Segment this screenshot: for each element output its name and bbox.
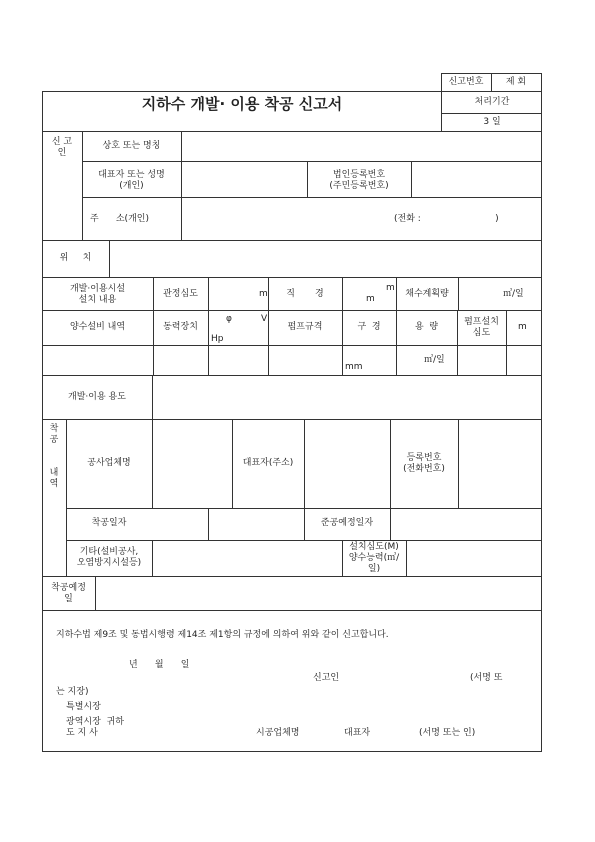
table-rule-line	[42, 310, 542, 311]
voltage-symbol: V	[261, 314, 268, 324]
capacity-unit: ㎥/일	[424, 355, 445, 365]
completion-date-label: 준공예정일자	[320, 518, 374, 528]
usage-field[interactable]	[155, 379, 539, 416]
table-rule-line	[42, 610, 542, 611]
table-rule-line	[42, 375, 542, 376]
well-depth-label: 관정심도	[163, 289, 198, 299]
table-rule-line	[458, 419, 459, 508]
address-field[interactable]	[184, 202, 384, 236]
table-rule-line	[95, 576, 96, 610]
planned-intake-label: 채수계획량	[405, 289, 449, 299]
well-depth-unit: m	[259, 289, 268, 299]
business-name-field[interactable]	[184, 136, 539, 158]
corp-reg-number-label: 법인등록번호 (주민등록번호)	[329, 170, 389, 191]
table-rule-line	[82, 161, 542, 162]
completion-date-field[interactable]	[393, 512, 539, 537]
capacity-label: 용 량	[414, 322, 439, 332]
table-rule-line	[411, 161, 412, 197]
table-rule-line	[458, 277, 459, 310]
table-rule-line	[396, 310, 397, 375]
contractor-name-field[interactable]	[155, 423, 229, 505]
horsepower-unit: Hp	[211, 334, 224, 344]
table-rule-line	[42, 419, 542, 420]
contractor-sign-label: 시공업체명	[256, 728, 300, 738]
facility-content-label: 개발·이용시설 설치 내용	[69, 284, 126, 305]
pumping-equipment-label: 양수설비 내역	[69, 322, 126, 332]
diameter-unit-bottom: m	[366, 294, 375, 304]
table-rule-line	[390, 508, 391, 541]
pump-spec-label: 펌프규격	[287, 322, 323, 332]
table-rule-line	[42, 240, 542, 241]
report-number-field[interactable]: 제 회	[505, 77, 527, 87]
location-field[interactable]	[112, 244, 539, 274]
other-work-field[interactable]	[155, 544, 339, 573]
table-rule-line	[304, 419, 305, 508]
declaration-statement: 지하수법 제9조 및 동법시행령 제14조 제1항의 규정에 의하여 위와 같이 신고합니다.	[56, 630, 389, 640]
scheduled-start-label: 착공예정 일	[51, 583, 86, 604]
construction-section-label: 착 공 내 역	[49, 424, 59, 489]
table-rule-line	[506, 310, 507, 375]
processing-period-value: 3 일	[483, 117, 501, 127]
table-rule-line	[442, 113, 542, 114]
pump-depth-unit: m	[518, 322, 527, 332]
table-rule-line	[42, 277, 542, 278]
table-rule-line	[42, 345, 542, 346]
install-depth-field[interactable]	[409, 544, 539, 573]
processing-period-label: 처리기간	[474, 97, 510, 107]
address-label: 주 소(개인)	[90, 214, 149, 224]
location-label: 위 치	[59, 253, 92, 263]
other-work-label: 기타(설비공사, 오염방지시설등)	[76, 547, 142, 568]
table-rule-line	[208, 508, 209, 541]
diameter-label: 직 경	[286, 289, 324, 299]
phone-label: (전화 : )	[394, 214, 499, 224]
table-rule-line	[152, 540, 153, 576]
table-rule-line	[42, 91, 43, 752]
declarant-label: 신고인	[313, 673, 340, 683]
power-unit-label: 동력장치	[163, 322, 198, 332]
table-rule-line	[152, 419, 153, 508]
usage-label: 개발·이용 용도	[68, 392, 126, 402]
representative-address-field[interactable]	[307, 423, 387, 505]
recipient-special-city: 특별시장	[66, 702, 101, 712]
table-rule-line	[181, 131, 182, 240]
bore-label: 구 경	[357, 322, 381, 332]
start-date-field[interactable]	[211, 512, 301, 537]
bore-unit-mm: mm	[345, 362, 363, 372]
install-depth-label: 설치심도(M) 양수능력(㎥/ 일)	[348, 542, 400, 574]
table-rule-line	[66, 540, 542, 541]
contractor-name-label: 공사업체명	[87, 458, 131, 468]
table-rule-line	[441, 73, 542, 74]
registration-number-field[interactable]	[461, 423, 539, 505]
report-number-label: 신고번호	[448, 77, 484, 87]
table-rule-line	[541, 73, 542, 752]
business-name-label: 상호 또는 명칭	[102, 141, 161, 151]
date-line: 년 월 일	[129, 660, 190, 670]
start-date-label: 착공일자	[91, 518, 127, 528]
applicant-section-label: 신 고 인	[51, 137, 73, 158]
planned-intake-unit: ㎥/일	[503, 289, 524, 299]
registration-number-label: 등록번호 (전화번호)	[403, 453, 445, 474]
table-rule-line	[152, 375, 153, 419]
table-rule-line	[109, 240, 110, 277]
scheduled-start-field[interactable]	[98, 580, 539, 607]
representative-field[interactable]	[184, 165, 304, 193]
pump-depth-label: 펌프설치 심도	[464, 317, 499, 338]
table-rule-line	[406, 540, 407, 576]
table-rule-line	[42, 131, 542, 132]
corp-reg-number-field[interactable]	[414, 165, 539, 193]
recipient-metro-city: 광역시장 귀하	[66, 717, 124, 727]
form-title: 지하수 개발· 이용 착공 신고서	[141, 95, 343, 113]
table-rule-line	[42, 576, 542, 577]
declarant-signature-label: (서명 또	[470, 673, 503, 683]
table-rule-line	[42, 91, 542, 92]
recipient-province: 도 지 사	[66, 728, 98, 738]
diameter-unit-top: m	[386, 283, 395, 293]
contractor-rep-label: 대표자	[344, 728, 371, 738]
sign-or-seal-label: (서명 또는 인)	[419, 728, 476, 738]
table-rule-line	[42, 751, 542, 752]
phi-symbol: φ	[226, 314, 232, 324]
table-rule-line	[82, 197, 542, 198]
declarant-signature-cont: 는 지장)	[56, 687, 89, 697]
table-rule-line	[208, 277, 209, 375]
representative-address-label: 대표자(주소)	[242, 458, 294, 468]
representative-label: 대표자 또는 성명 (개인)	[98, 170, 165, 191]
